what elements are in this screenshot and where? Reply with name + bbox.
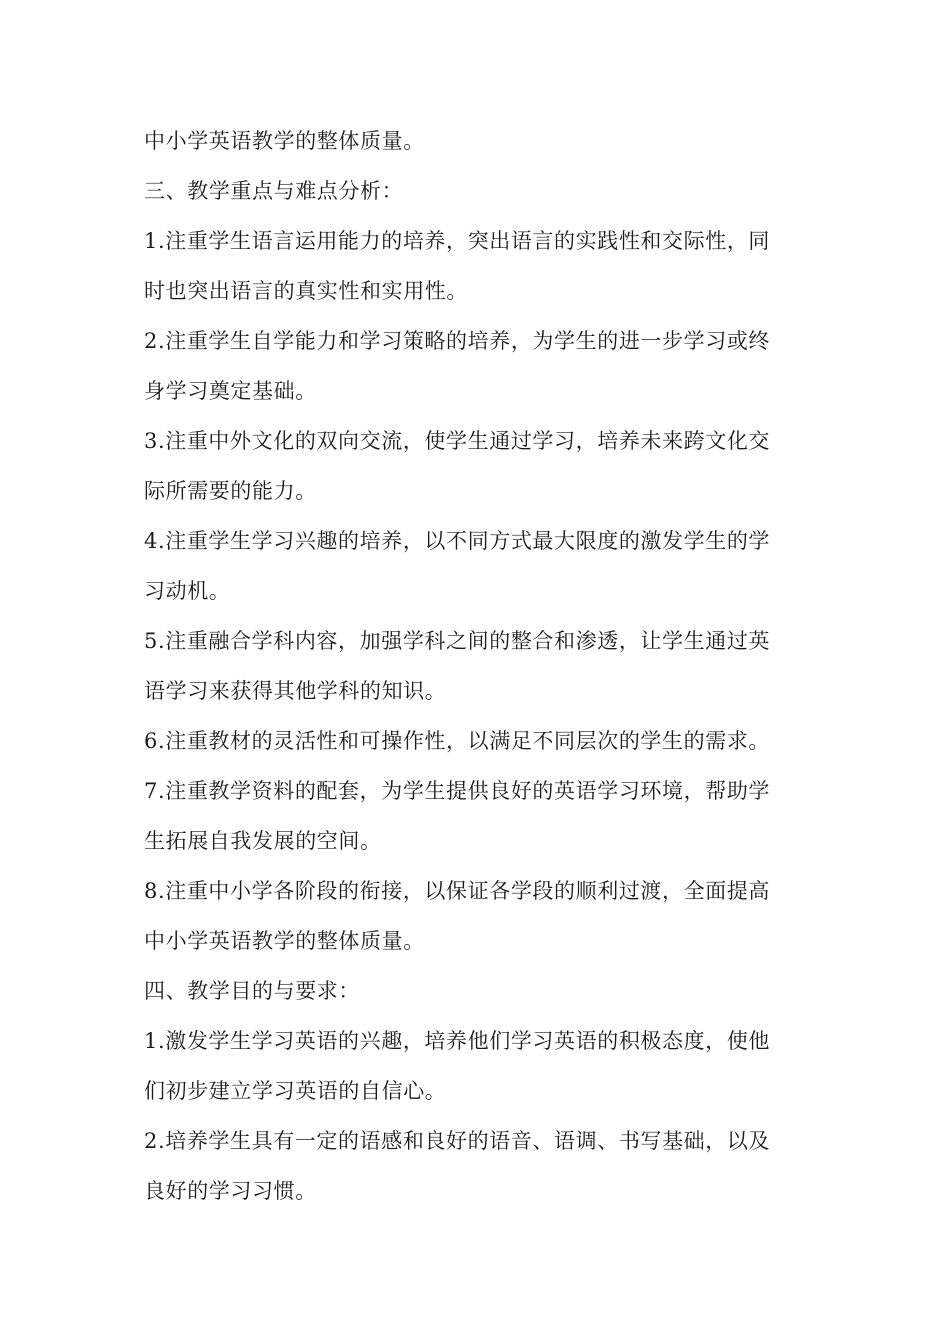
text-line-16: 8.注重中小学各阶段的衔接，以保证各学段的顺利过渡，全面提高 (144, 879, 771, 903)
text-line-12: 语学习来获得其他学科的知识。 (144, 679, 447, 703)
text-line-15: 生拓展自我发展的空间。 (144, 829, 382, 853)
text-line-6: 身学习奠定基础。 (144, 379, 317, 403)
text-line-4: 时也突出语言的真实性和实用性。 (144, 279, 468, 303)
text-line-9: 4.注重学生学习兴趣的培养，以不同方式最大限度的激发学生的学 (144, 529, 771, 553)
text-line-11: 5.注重融合学科内容，加强学科之间的整合和渗透，让学生通过英 (144, 629, 771, 653)
text-line-22: 良好的学习习惯。 (144, 1179, 317, 1203)
section-heading-4: 四、教学目的与要求： (144, 979, 360, 1003)
text-line-10: 习动机。 (144, 579, 231, 603)
text-line-7: 3.注重中外文化的双向交流，使学生通过学习，培养未来跨文化交 (144, 429, 771, 453)
document-body (144, 116, 808, 1216)
text-line-17: 中小学英语教学的整体质量。 (144, 929, 425, 953)
text-line-13: 6.注重教材的灵活性和可操作性，以满足不同层次的学生的需求。 (144, 729, 771, 753)
section-heading-3: 三、教学重点与难点分析： (144, 179, 404, 203)
text-line-8: 际所需要的能力。 (144, 479, 317, 503)
text-line-14: 7.注重教学资料的配套，为学生提供良好的英语学习环境，帮助学 (144, 779, 771, 803)
text-line-20: 们初步建立学习英语的自信心。 (144, 1079, 447, 1103)
text-line-3: 1.注重学生语言运用能力的培养，突出语言的实践性和交际性，同 (144, 229, 771, 253)
text-line-21: 2.培养学生具有一定的语感和良好的语音、语调、书写基础，以及 (144, 1129, 771, 1153)
text-line-19: 1.激发学生学习英语的兴趣，培养他们学习英语的积极态度，使他 (144, 1029, 771, 1053)
text-line-1: 中小学英语教学的整体质量。 (144, 129, 425, 153)
text-line-5: 2.注重学生自学能力和学习策略的培养，为学生的进一步学习或终 (144, 329, 771, 353)
